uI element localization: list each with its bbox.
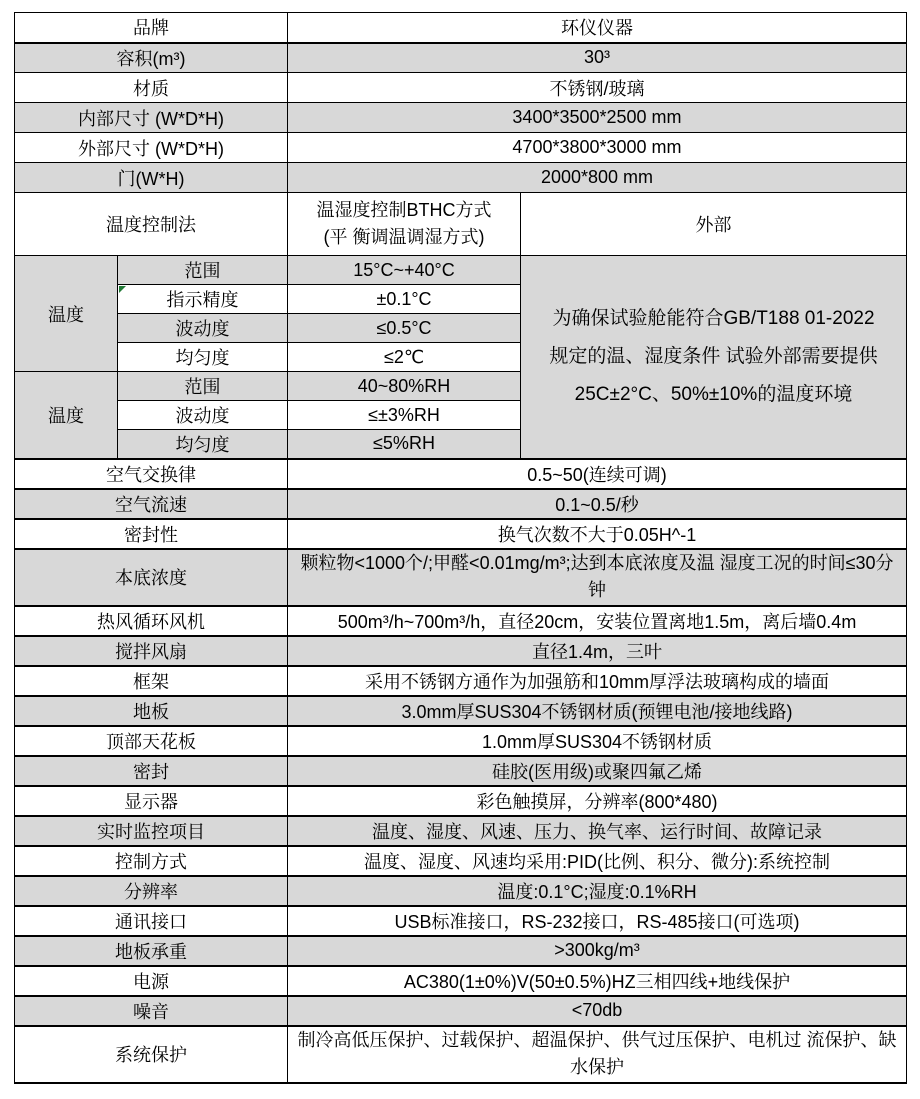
sub-label-text: 指示精度: [166, 290, 239, 310]
spec-label-cell: 搅拌风扇: [15, 636, 288, 666]
external-header-cell: 外部: [521, 193, 907, 256]
sub-label-cell: 均匀度: [118, 343, 288, 372]
control-method-line2: (平 衡调温调湿方式): [323, 227, 485, 247]
sub-label-cell: 均匀度: [118, 430, 288, 459]
temperature-group-label-cell: 温度: [15, 256, 118, 372]
spec-value-cell: USB标准接口，RS-232接口，RS-485接口(可选项): [288, 906, 907, 936]
spec-label-cell: 品牌: [15, 13, 288, 43]
spec-label-cell: 地板: [15, 696, 288, 726]
spec-label-cell: 热风循环风机: [15, 606, 288, 636]
spec-label-cell: 密封: [15, 756, 288, 786]
control-method-line1: 温湿度控制BTHC方式: [316, 200, 492, 220]
external-note-line1: 为确保试验舱能符合GB/T188 01-2022: [552, 307, 875, 329]
spec-value-cell: 采用不锈钢方通作为加强筋和10mm厚浮法玻璃构成的墙面: [288, 666, 907, 696]
spec-table-bottom-section: [15, 459, 907, 1083]
sub-value-cell: ≤5%RH: [288, 430, 521, 459]
spec-value-cell: 3400*3500*2500 mm: [288, 103, 907, 133]
error-flag-icon: [119, 286, 126, 293]
sub-value-cell: ±0.1°C: [288, 285, 521, 314]
spec-value-cell: 温度、湿度、风速均采用:PID(比例、积分、微分):系统控制: [288, 846, 907, 876]
spec-label-cell: 控制方式: [15, 846, 288, 876]
spec-label-cell: 温度控制法: [15, 193, 288, 256]
external-note-line3: 25C±2°C、50%±10%的温度环境: [574, 383, 853, 405]
spec-label-cell: 实时监控项目: [15, 816, 288, 846]
spec-value-cell: 彩色触摸屏，分辨率(800*480): [288, 786, 907, 816]
spec-label-cell: 本底浓度: [15, 549, 288, 606]
sub-label-cell: 范围: [118, 256, 288, 285]
spec-table-top-section: [15, 13, 907, 193]
sub-value-cell: 40~80%RH: [288, 372, 521, 401]
sub-value-cell: 15°C~+40°C: [288, 256, 521, 285]
spec-label-cell: 密封性: [15, 519, 288, 549]
spec-value-cell: 3.0mm厚SUS304不锈钢材质(预锂电池/接地线路): [288, 696, 907, 726]
spec-value-cell: 温度:0.1°C;湿度:0.1%RH: [288, 876, 907, 906]
spec-value-cell: 硅胶(医用级)或聚四氟乙烯: [288, 756, 907, 786]
spec-label-cell: 容积(m³): [15, 43, 288, 73]
sub-label-cell: [118, 285, 288, 314]
spec-value-cell: 30³: [288, 43, 907, 73]
spec-value-cell: 0.1~0.5/秒: [288, 489, 907, 519]
spec-label-cell: 框架: [15, 666, 288, 696]
spec-label-cell: 材质: [15, 73, 288, 103]
spec-value-cell: 换气次数不大于0.05H^-1: [288, 519, 907, 549]
spec-value-cell: <70db: [288, 996, 907, 1026]
spec-value-cell: 500m³/h~700m³/h，直径20cm，安装位置离地1.5m，离后墙0.4m: [288, 606, 907, 636]
spec-table-climate-section: [15, 193, 907, 459]
spec-value-cell: 直径1.4m，三叶: [288, 636, 907, 666]
spec-label-cell: 顶部天花板: [15, 726, 288, 756]
spec-label-cell: 内部尺寸 (W*D*H): [15, 103, 288, 133]
spec-value-cell: 2000*800 mm: [288, 163, 907, 193]
spec-label-cell: 外部尺寸 (W*D*H): [15, 133, 288, 163]
external-note-line2: 规定的温、湿度条件 试验外部需要提供: [549, 345, 878, 367]
spec-value-cell: 颗粒物<1000个/;甲醛<0.01mg/m³;达到本底浓度及温 湿度工况的时间≤30分钟: [288, 549, 907, 606]
spec-label-cell: 空气流速: [15, 489, 288, 519]
sub-label-cell: 波动度: [118, 401, 288, 430]
humidity-group-label-cell: 温度: [15, 372, 118, 459]
spec-label-cell: 显示器: [15, 786, 288, 816]
spec-value-cell: 温度、湿度、风速、压力、换气率、运行时间、故障记录: [288, 816, 907, 846]
spec-label-cell: 通讯接口: [15, 906, 288, 936]
spec-table: [14, 12, 907, 1084]
spec-value-cell: 环仪仪器: [288, 13, 907, 43]
spec-value-cell: 4700*3800*3000 mm: [288, 133, 907, 163]
spec-value-cell: >300kg/m³: [288, 936, 907, 966]
spec-value-cell: 0.5~50(连续可调): [288, 459, 907, 489]
spec-label-cell: 电源: [15, 966, 288, 996]
spec-value-cell: 制冷高低压保护、过载保护、超温保护、供气过压保护、电机过 流保护、缺水保护: [288, 1026, 907, 1083]
spec-label-cell: 地板承重: [15, 936, 288, 966]
control-method-value-cell: [288, 193, 521, 256]
spec-value-cell: AC380(1±0%)V(50±0.5%)HZ三相四线+地线保护: [288, 966, 907, 996]
sub-value-cell: ≤±3%RH: [288, 401, 521, 430]
spec-label-cell: 空气交换律: [15, 459, 288, 489]
spec-label-cell: 门(W*H): [15, 163, 288, 193]
spec-label-cell: 噪音: [15, 996, 288, 1026]
sub-label-cell: 波动度: [118, 314, 288, 343]
sub-value-cell: ≤0.5°C: [288, 314, 521, 343]
external-note-cell: [521, 256, 907, 459]
spec-value-cell: 不锈钢/玻璃: [288, 73, 907, 103]
spec-label-cell: 分辨率: [15, 876, 288, 906]
spec-label-cell: 系统保护: [15, 1026, 288, 1083]
sub-label-cell: 范围: [118, 372, 288, 401]
spec-value-cell: 1.0mm厚SUS304不锈钢材质: [288, 726, 907, 756]
sub-value-cell: ≤2℃: [288, 343, 521, 372]
